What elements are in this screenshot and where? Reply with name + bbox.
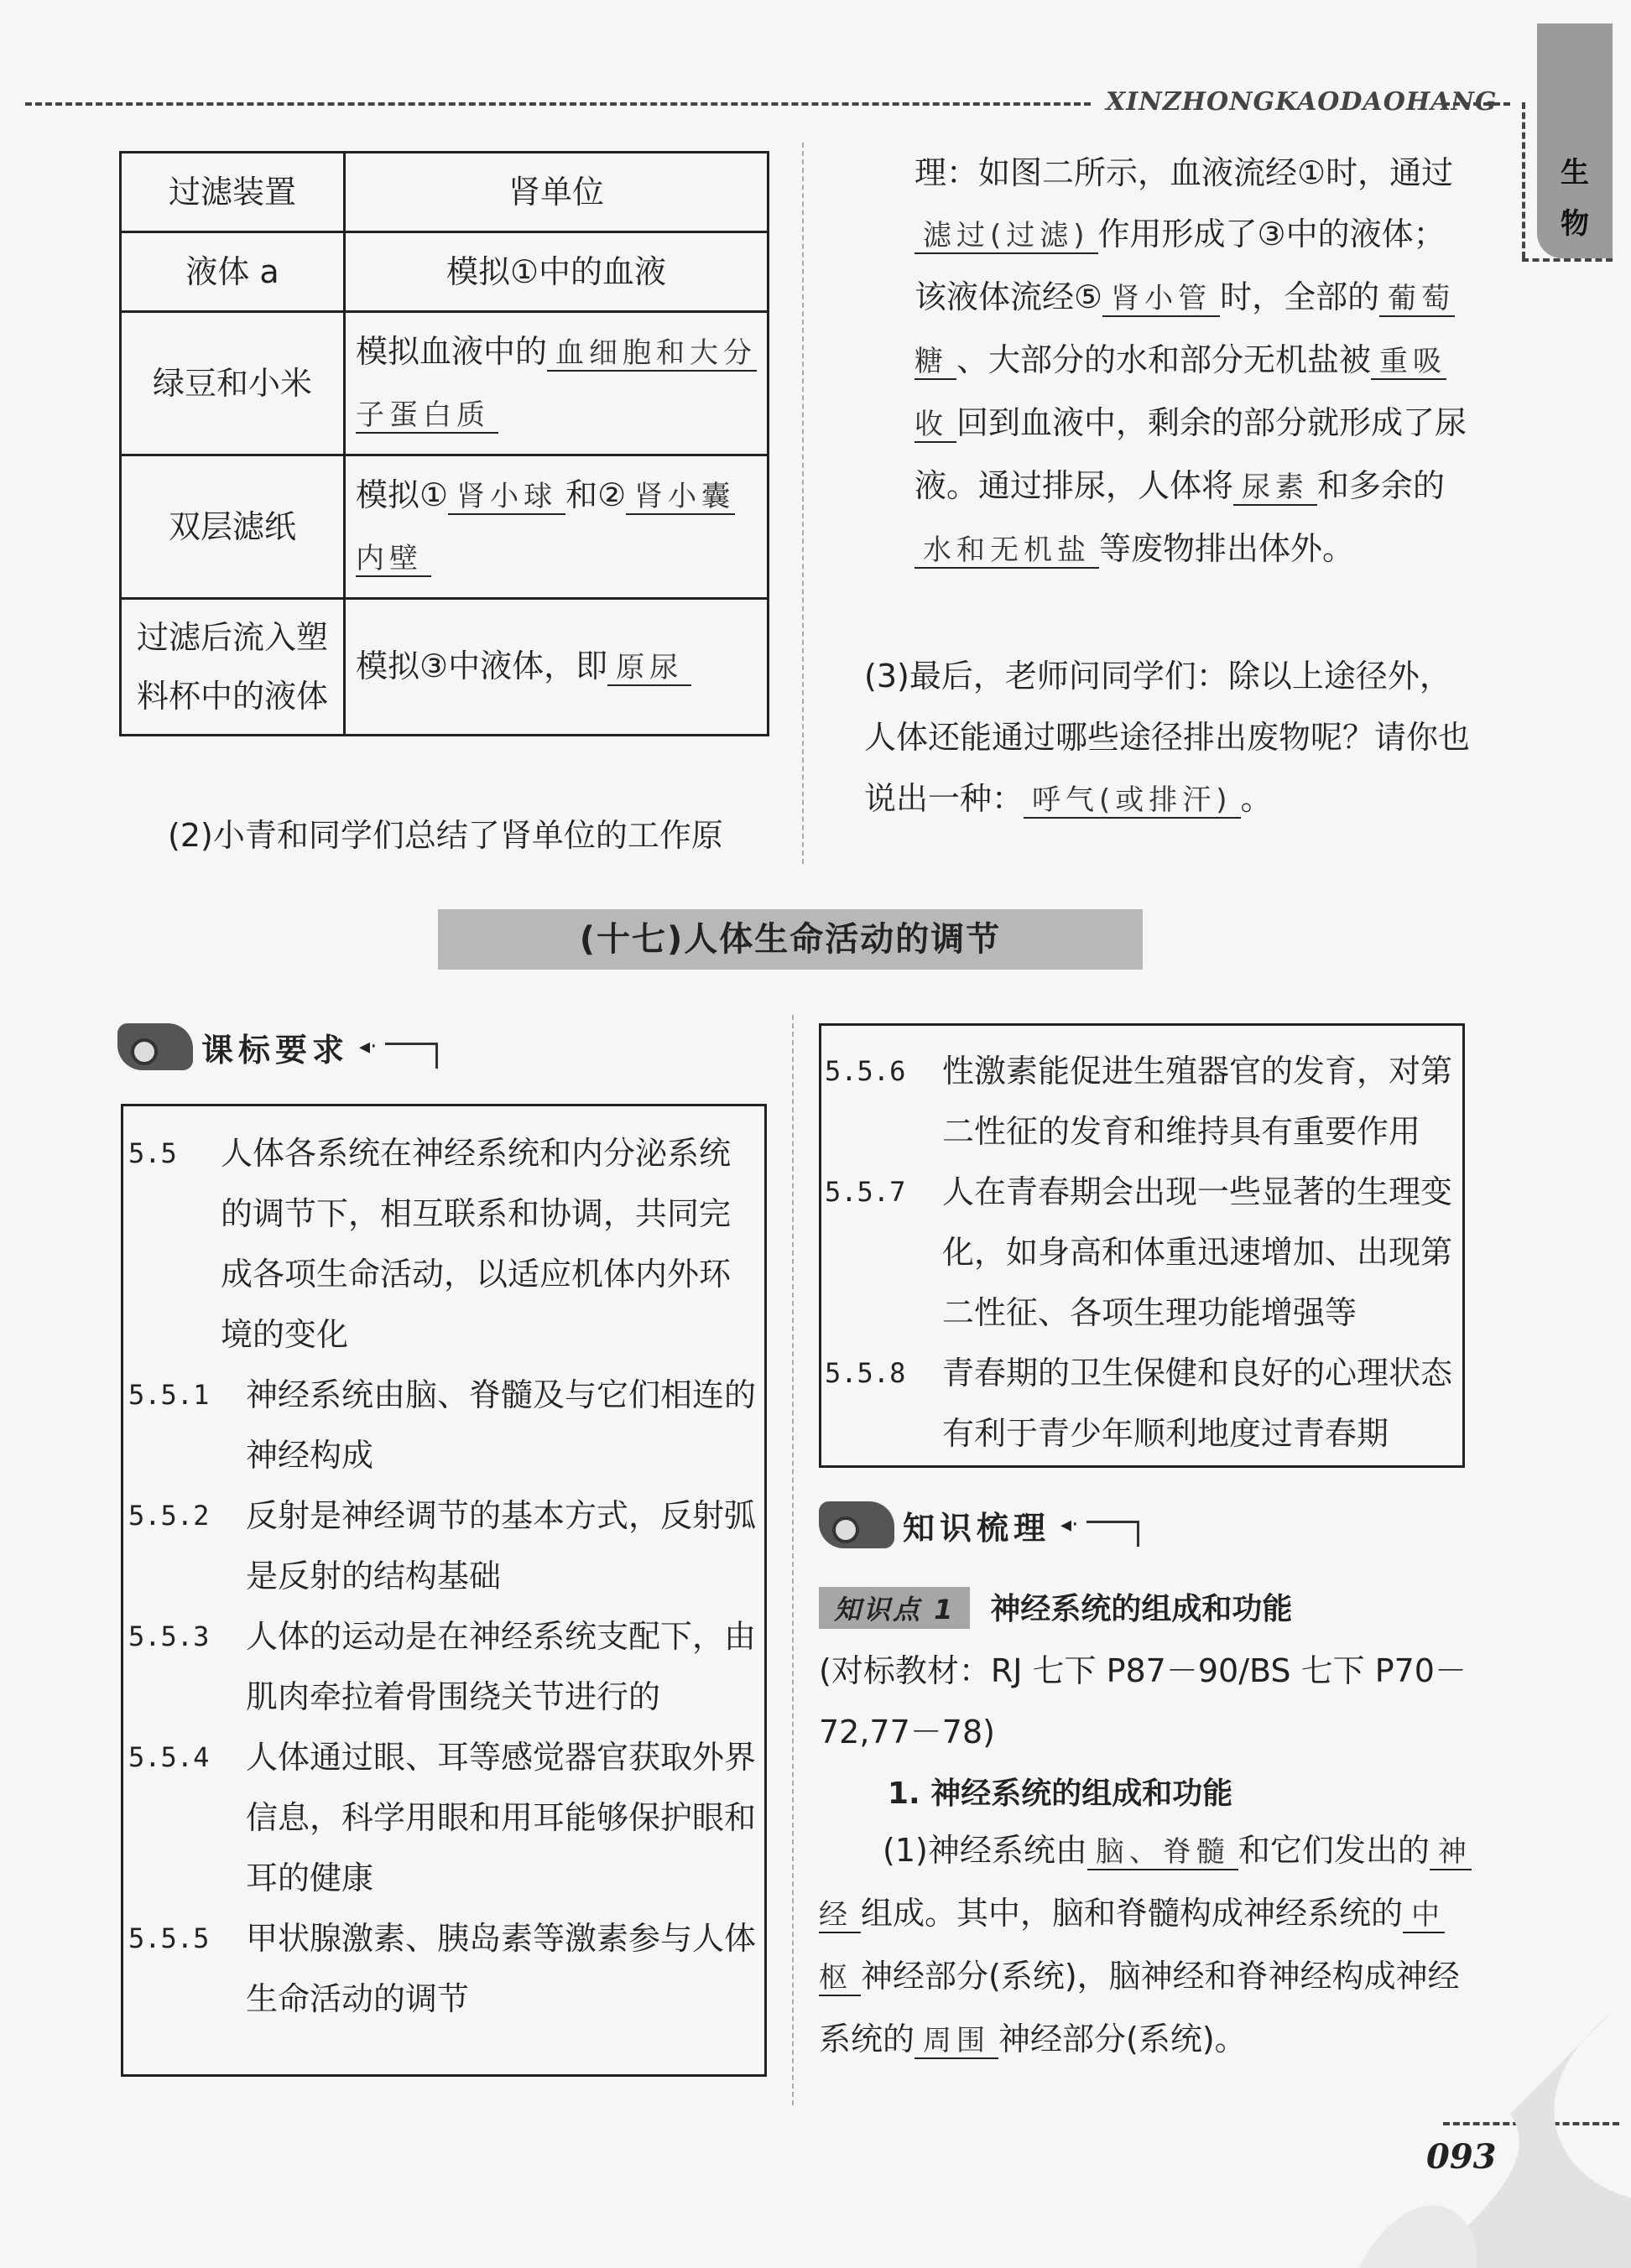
q2-text: 和多余的 [1317, 467, 1446, 504]
standard-item [128, 1123, 756, 1365]
question-3 [864, 646, 1477, 831]
table-cell: 绿豆和小米 [121, 312, 345, 455]
arrow-left-icon: ◂· [1060, 1512, 1079, 1537]
kp-text: (1)神经系统由 [883, 1832, 1087, 1869]
subheading: 1. 神经系统的组成和功能 [888, 1776, 1233, 1811]
q3-text: (3)最后，老师问同学们：除以上途径外，人体还能通过哪些途径排出废物呢？请你也说出一种： [864, 658, 1471, 817]
standard-text: 性激素能促进生殖器官的发育，对第二性征的发育和维持具有重要作用 [942, 1053, 1453, 1150]
knowledge-point-label: 知识点 1 [819, 1587, 970, 1629]
standard-number: 5.5.8 [825, 1357, 906, 1389]
standard-number: 5.5.2 [128, 1500, 210, 1532]
answer-blank: 中枢 [819, 1898, 1446, 1995]
standard-number: 5.5.1 [128, 1379, 210, 1411]
kp-text: 神经部分(系统)。 [998, 2021, 1247, 2057]
q2-text: 理：如图二所示，血液流经①时，通过 [915, 154, 1454, 191]
q2-text: 等废物排出体外。 [1099, 530, 1355, 567]
scroll-icon [117, 1023, 193, 1070]
answer-blank: 水和无机盐 [915, 533, 1099, 569]
standard-number: 5.5 [128, 1137, 177, 1169]
answer-blank: 神经 [819, 1835, 1472, 1932]
scroll-icon [819, 1501, 894, 1548]
answer-blank: 原尿 [607, 651, 691, 686]
standard-text: 人体的运动是在神经系统支配下，由肌肉牵拉着骨围绕关节进行的 [246, 1618, 757, 1715]
label-line-decoration [385, 1043, 438, 1069]
table-cell [345, 455, 769, 599]
table-row [121, 312, 769, 455]
arrow-left-icon: ◂· [359, 1034, 378, 1059]
table-cell [345, 599, 769, 736]
answer-blank: 呼气(或排汗) [1024, 783, 1241, 819]
standard-text: 人体通过眼、耳等感觉器官获取外界信息，科学用眼和用耳能够保护眼和耳的健康 [246, 1739, 757, 1896]
table-row [121, 599, 769, 736]
table-text: 模拟③中液体，即 [356, 648, 608, 684]
kidney-model-table [119, 151, 769, 736]
answer-blank: 周围 [915, 2024, 998, 2059]
standard-item [825, 1041, 1454, 1162]
page-number: 093 [1426, 2137, 1497, 2177]
column-divider [802, 143, 804, 864]
table-cell: 液体 a [121, 232, 345, 312]
column-divider [792, 1015, 794, 2105]
side-tab-dashed-border [1510, 102, 1525, 258]
knowledge-label-text: 知识梳理 [903, 1509, 1051, 1547]
standard-number: 5.5.6 [825, 1055, 906, 1087]
kp-text: 和它们发出的 [1238, 1832, 1430, 1869]
standard-text: 甲状腺激素、胰岛素等激素参与人体生命活动的调节 [246, 1920, 757, 2017]
table-text: 和② [565, 476, 627, 513]
table-cell: 双层滤纸 [121, 455, 345, 599]
standard-text: 神经系统由脑、脊髓及与它们相连的神经构成 [246, 1376, 757, 1474]
standard-number: 5.5.5 [128, 1922, 210, 1954]
answer-blank: 肾小囊内壁 [356, 480, 736, 575]
standard-number: 5.5.7 [825, 1176, 906, 1208]
header-dashed-rule-right [1443, 102, 1510, 106]
table-cell: 过滤装置 [121, 153, 345, 232]
standard-number: 5.5.4 [128, 1741, 210, 1773]
textbook-reference: (对标教材：RJ 七下 P87－90/BS 七下 P70－72,77－78) [819, 1652, 1467, 1750]
standard-item [128, 1727, 756, 1908]
header-dashed-rule [25, 102, 1091, 106]
standards-label [117, 1020, 438, 1074]
subject-side-tab [1537, 23, 1613, 258]
label-line-decoration [1086, 1521, 1139, 1547]
table-text: 模拟血液中的 [356, 333, 548, 370]
standard-item [128, 1365, 756, 1485]
standard-item [825, 1343, 1454, 1464]
running-title: XINZHONGKAODAOHANG [1106, 87, 1498, 117]
q2-text: 作用形成了③中的液体；该液体流经⑤ [915, 216, 1446, 315]
standard-item [128, 1485, 756, 1606]
question-2-intro: (2)小青和同学们总结了肾单位的工作原 [168, 817, 723, 854]
answer-blank: 肾小球 [448, 480, 565, 515]
answer-blank: 葡萄糖 [915, 282, 1456, 378]
table-cell: 模拟①中的血液 [345, 232, 769, 312]
question-2-continued [915, 143, 1477, 581]
side-tab-char-2: 物 [1561, 207, 1589, 241]
table-cell [345, 312, 769, 455]
standard-text: 反射是神经调节的基本方式，反射弧是反射的结构基础 [246, 1497, 757, 1594]
answer-blank: 肾小管 [1102, 282, 1220, 317]
standard-number: 5.5.3 [128, 1620, 210, 1652]
table-row [121, 153, 769, 232]
section-title-banner: (十七)人体生命活动的调节 [438, 909, 1143, 970]
table-row [121, 455, 769, 599]
table-cell: 肾单位 [345, 153, 769, 232]
q3-text: 。 [1240, 780, 1273, 817]
answer-blank: 滤过(过滤) [915, 219, 1098, 254]
answer-blank: 脑、脊髓 [1087, 1835, 1238, 1870]
q2-text: 、大部分的水和部分无机盐被 [956, 341, 1372, 378]
knowledge-label [819, 1498, 1139, 1552]
kp-text: 组成。其中，脑和脊髓构成神经系统的 [861, 1895, 1404, 1932]
standards-box-left [121, 1104, 767, 2077]
side-tab-dashed-border-bottom [1522, 258, 1613, 262]
side-tab-char-1: 生 [1561, 156, 1589, 190]
answer-blank: 血细胞和大分子蛋白质 [356, 336, 758, 432]
answer-blank: 重吸收 [915, 345, 1447, 441]
table-cell: 过滤后流入塑料杯中的液体 [121, 599, 345, 736]
table-text: 模拟① [356, 476, 449, 513]
standards-label-text: 课标要求 [201, 1031, 350, 1069]
table-row [121, 232, 769, 312]
answer-blank: 尿素 [1233, 471, 1317, 506]
q2-text: 时，全部的 [1220, 278, 1380, 315]
standard-item [128, 1908, 756, 2029]
standard-item [128, 1606, 756, 1727]
knowledge-point-title: 神经系统的组成和功能 [990, 1592, 1293, 1626]
standards-box-right [819, 1023, 1465, 1468]
knowledge-point-heading [819, 1585, 1473, 1629]
standard-item [825, 1162, 1454, 1343]
q2-text: 回到血液中，剩余的部分就形成了尿液。通过排尿，人体将 [915, 404, 1467, 504]
standard-text: 人在青春期会出现一些显著的生理变化，如身高和体重迅速增加、出现第二性征、各项生理功能增强等 [942, 1173, 1453, 1331]
standard-text: 青春期的卫生保健和良好的心理状态有利于青少年顺利地度过青春期 [942, 1355, 1453, 1452]
decorative-swirl-graphic [1258, 1996, 1631, 2268]
kp-text: 神经部分(系统)，脑神经和脊神经构成神经系统的 [819, 1958, 1460, 2057]
standard-text: 人体各系统在神经系统和内分泌系统的调节下，相互联系和协调，共同完成各项生命活动，以适应机体内外环境的变化 [221, 1135, 732, 1353]
